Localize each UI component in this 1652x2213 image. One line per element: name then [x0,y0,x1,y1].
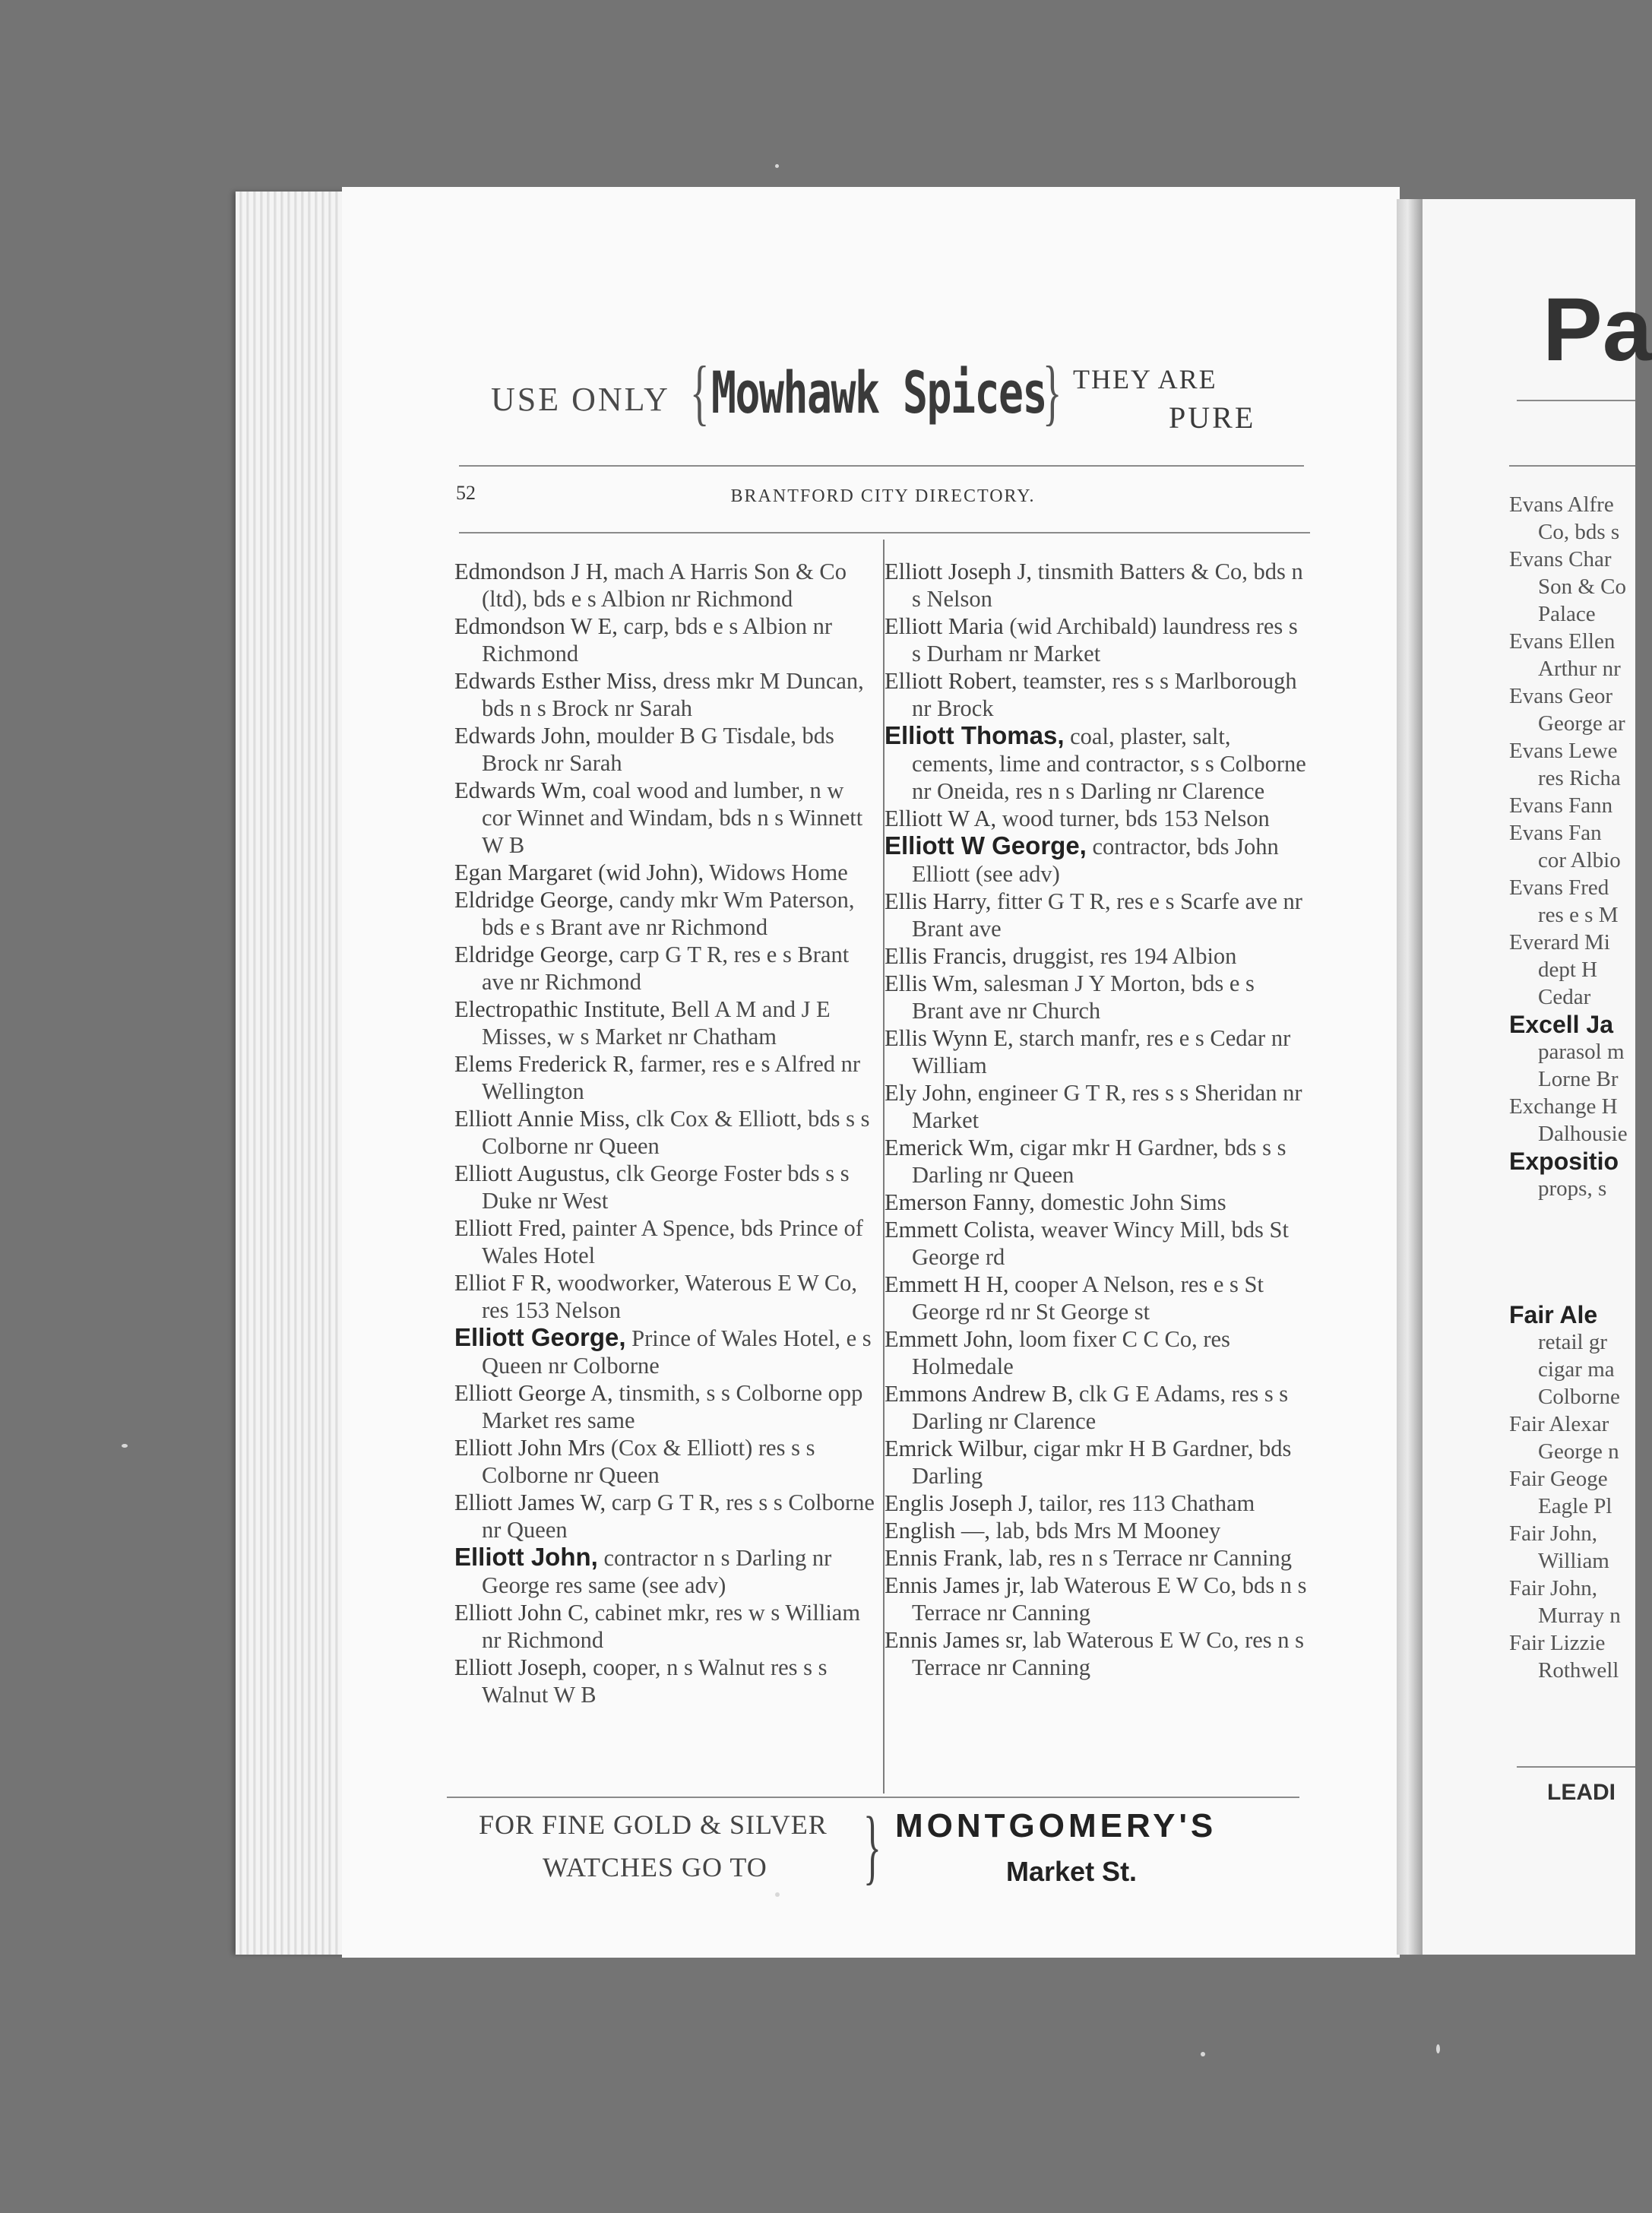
right-page-entry: Eagle Pl [1538,1494,1612,1518]
right-page-entry: parasol m [1538,1040,1625,1064]
directory-entry [885,1024,1307,1079]
directory-entry [454,777,877,859]
ad-brace-right: } [1043,351,1062,432]
right-page-entry: George n [1538,1439,1619,1464]
entry-name: Emerson Fanny, [885,1189,1035,1215]
directory-entry [885,832,1307,888]
entry-name: English —, [885,1518,990,1543]
entry-name: Emrick Wilbur, [885,1436,1028,1461]
right-page-entry: cor Albio [1538,848,1621,872]
directory-entry [885,1271,1307,1325]
entry-details: carp G T R, res e s Brant ave nr Richmond [482,942,850,995]
entry-details: lab, res n s Terrace nr Canning [1002,1545,1293,1571]
ad-tagline-1: THEY ARE [1073,364,1217,394]
ad-store-name: MONTGOMERY'S [895,1807,1217,1844]
entry-details: Prince of Wales Hotel, e s Queen nr Colborne [482,1325,872,1379]
right-page-entry: Fair John, [1509,1576,1597,1600]
speck [1201,2052,1205,2056]
entry-details: starch manfr, res e s Cedar nr William [912,1025,1291,1078]
entry-name: Elliott Joseph, [454,1654,587,1680]
right-page-entry: Arthur nr [1538,657,1621,681]
directory-entry [885,1517,1307,1544]
right-page-entry: William [1538,1549,1609,1573]
directory-entry [885,613,1307,667]
entry-name: Elliott Joseph J, [885,559,1033,584]
entry-details: weaver Wincy Mill, bds St George rd [912,1217,1289,1270]
speck [775,1892,780,1897]
entry-name: Ennis Frank, [885,1545,1003,1571]
directory-entry [885,667,1307,722]
ad-store-street: Market St. [1006,1856,1138,1887]
entry-name: Emmett H H, [885,1271,1009,1297]
entry-name: Elliot F R, [454,1270,552,1296]
directory-entry [454,996,877,1050]
speck [122,1444,128,1448]
entry-details: lab, bds Mrs M Mooney [989,1518,1221,1543]
page-header [456,482,1310,512]
right-page-entry: Evans Ellen [1509,629,1616,654]
directory-column-left [454,558,877,1708]
entry-details: clk George Foster bds s s Duke nr West [482,1160,850,1214]
right-page-entry: retail gr [1538,1330,1607,1354]
directory-entry [454,1105,877,1160]
entry-details: candy mkr Wm Paterson, bds e s Brant ave nr Richmond [482,887,855,940]
directory-entry [454,1434,877,1489]
entry-details: Bell A M and J E Misses, w s Market nr Chatham [482,996,831,1050]
entry-name: Eldridge George, [454,942,614,967]
running-title: BRANTFORD CITY DIRECTORY. [730,486,1036,506]
directory-entry [454,941,877,996]
entry-details: tinsmith Batters & Co, bds n s Nelson [912,559,1303,612]
entry-details: cabinet mkr, res w s William nr Richmond [482,1600,861,1653]
right-page-entry: Palace [1538,602,1596,626]
entry-name: Emmons Andrew B, [885,1381,1074,1407]
directory-entry [885,970,1307,1024]
right-page-entry: Everard Mi [1509,930,1610,955]
right-page-entry: Fair Lizzie [1509,1631,1606,1655]
entry-name: Elliott John Mrs [454,1435,606,1461]
entry-name: Electropathic Institute, [454,996,666,1022]
entry-name: Elliott Maria [885,613,1004,639]
directory-entry [885,1189,1307,1216]
entry-name: Elliott Augustus, [454,1160,611,1186]
right-page-entry: Fair Alexar [1509,1412,1609,1436]
bottom-advertisement [479,1800,1315,1894]
entry-name: Ellis Wm, [885,970,979,996]
entry-details: cigar mkr H B Gardner, bds Darling [912,1436,1292,1489]
directory-entry [885,1216,1307,1271]
directory-entry [454,1379,877,1434]
ad-bottom-line-2: WATCHES GO TO [543,1852,767,1882]
entry-name: Ely John, [885,1080,973,1106]
directory-entry [885,1572,1307,1626]
directory-entry [885,722,1307,805]
entry-name: Emerick Wm, [885,1135,1014,1160]
entry-details: salesman J Y Morton, bds e s Brant ave nr Church [912,970,1255,1024]
directory-entry [454,1599,877,1654]
directory-entry [454,1543,877,1599]
right-page-entry: Evans Fann [1509,793,1613,818]
entry-details: contractor n s Darling nr George res same (see adv) [482,1545,832,1598]
ad-tagline-2: PURE [1169,400,1256,435]
right-page-entry: Lorne Br [1538,1067,1619,1091]
right-page-entry: Evans Fan [1509,821,1602,845]
right-page-entries [1509,491,1638,1684]
directory-entry [454,1489,877,1543]
entry-details: woodworker, Waterous E W Co, res 153 Nelson [482,1270,858,1323]
entry-name: Ellis Harry, [885,888,992,914]
entry-details: lab Waterous E W Co, bds n s Terrace nr Canning [912,1572,1307,1626]
directory-entry [454,667,877,722]
section-gap [1509,1202,1638,1301]
entry-details: carp G T R, res s s Colborne nr Queen [482,1490,875,1543]
right-page-rule-2 [1509,465,1635,467]
right-page-entry: cigar ma [1538,1357,1615,1382]
right-page-entry: dept H [1538,958,1598,982]
right-page-entry: Evans Char [1509,547,1612,571]
entry-details: contractor, bds John Elliott (see adv) [912,834,1279,887]
entry-details: druggist, res 194 Albion [1006,943,1237,969]
book-gutter [1397,199,1424,1955]
directory-entry [454,1160,877,1214]
entry-name: Ellis Francis, [885,943,1007,969]
entry-name: Elliott John, [454,1543,598,1571]
right-page-entry: Rothwell [1538,1658,1619,1683]
directory-entry [454,613,877,667]
entry-name: Elliott George, [454,1323,626,1351]
ad-lead-text: USE ONLY [491,381,670,418]
right-page-entry: George ar [1538,711,1625,736]
entry-details: painter A Spence, bds Prince of Wales Hotel [482,1215,863,1268]
entry-name: Elliott George A, [454,1380,613,1406]
right-page-title: Pa [1543,280,1652,380]
entry-details: coal wood and lumber, n w cor Winnet and Windam, bds n s Winnett W B [482,777,863,858]
entry-name: Elliott James W, [454,1490,606,1515]
entry-details: lab Waterous E W Co, res n s Terrace nr Canning [912,1627,1305,1680]
ad-bottom-line-1: FOR FINE GOLD & SILVER [479,1809,828,1840]
entry-name: Edmondson J H, [454,559,609,584]
right-page-entry: Colborne [1538,1385,1620,1409]
entry-name: Edwards Wm, [454,777,587,803]
directory-entry [885,1626,1307,1681]
right-page-rule-1 [1517,400,1635,401]
right-page-entry: Evans Lewe [1509,739,1618,763]
entry-details: domestic John Sims [1034,1189,1226,1215]
entry-details: Widows Home [704,860,848,885]
right-page-entry: Evans Geor [1509,684,1613,708]
right-page-entry: Expositio [1509,1148,1619,1175]
entry-details: teamster, res s s Marlborough nr Brock [912,668,1297,721]
directory-entry [454,1269,877,1324]
entry-details: tailor, res 113 Chatham [1033,1490,1255,1516]
directory-entry [885,888,1307,942]
right-page-entry: Cedar [1538,985,1591,1009]
entry-name: Eldridge George, [454,887,614,913]
entry-name: Emmett Colista, [885,1217,1036,1243]
entry-name: Elliott W A, [885,806,997,831]
directory-entry [454,859,877,886]
directory-entry [454,1324,877,1379]
directory-entry [885,1544,1307,1572]
speck [1436,2044,1440,2053]
entry-name: Englis Joseph J, [885,1490,1033,1516]
ad-brand-name: Mowhawk Spices [711,359,1047,426]
right-page-entry: res e s M [1538,903,1619,927]
entry-name: Elliott Fred, [454,1215,567,1241]
entry-name: Elliott Annie Miss, [454,1106,631,1132]
entry-name: Elliott Thomas, [885,721,1065,749]
entry-name: Edwards John, [454,723,591,749]
right-page-entry: res Richa [1538,766,1621,790]
speck [775,164,779,168]
ad-bottom-brace: } [863,1800,881,1892]
entry-details: clk Cox & Elliott, bds s s Colborne nr Queen [482,1106,870,1159]
entry-details: (Cox & Elliott) res s s Colborne nr Queen [482,1435,815,1488]
directory-entry [454,1050,877,1105]
directory-entry [885,1079,1307,1134]
directory-entry [885,805,1307,832]
header-rule [459,532,1310,533]
directory-entry [454,1214,877,1269]
entry-name: Ennis James sr, [885,1627,1027,1653]
entry-name: Elliott W George, [885,831,1087,860]
entry-details: cooper, n s Walnut res s s Walnut W B [482,1654,828,1708]
entry-name: Ellis Wynn E, [885,1025,1014,1051]
directory-entry [454,722,877,777]
entry-details: mach A Harris Son & Co (ltd), bds e s Albion nr Richmond [482,559,847,612]
entry-details: coal, plaster, salt, cements, lime and contractor, s s Colborne nr Oneida, res n s Darling nr Clarence [912,723,1306,804]
entry-details: cigar mkr H Gardner, bds s s Darling nr Queen [912,1135,1286,1188]
right-page-entry: Fair Ale [1509,1301,1598,1328]
top-rule [459,465,1304,467]
directory-entry [885,1134,1307,1189]
entry-details: moulder B G Tisdale, bds Brock nr Sarah [482,723,834,776]
right-page-entry: Evans Fred [1509,875,1609,900]
entry-name: Egan Margaret (wid John), [454,860,704,885]
right-page-entry: Fair John, [1509,1521,1597,1546]
entry-name: Edwards Esther Miss, [454,668,657,694]
page-number: 52 [456,482,476,504]
directory-column-right [885,558,1307,1681]
entry-details: wood turner, bds 153 Nelson [996,806,1270,831]
directory-entry [885,1490,1307,1517]
entry-details: cooper A Nelson, res e s St George rd nr St George st [912,1271,1264,1325]
right-page-entry: Dalhousie [1538,1122,1628,1146]
ad-brace-left: { [690,351,710,432]
directory-entry [454,558,877,613]
right-page-entry: Murray n [1538,1604,1621,1628]
entry-details: clk G E Adams, res s s Darling nr Clarence [912,1381,1289,1434]
directory-entry [885,1435,1307,1490]
right-page-rule-3 [1517,1766,1635,1768]
right-page-entry: Evans Alfre [1509,492,1614,517]
top-advertisement [491,351,1281,444]
directory-entry [454,1654,877,1708]
entry-details: farmer, res e s Alfred nr Wellington [482,1051,861,1104]
entry-details: dress mkr M Duncan, bds n s Brock nr Sarah [482,668,864,721]
right-page-entry: Co, bds s [1538,520,1620,544]
entry-details: carp, bds e s Albion nr Richmond [482,613,833,666]
right-page-entry: Fair Geoge [1509,1467,1608,1491]
directory-entry [885,1325,1307,1380]
directory-entry [885,942,1307,970]
entry-name: Emmett John, [885,1326,1014,1352]
right-page-entry: Exchange H [1509,1094,1618,1119]
directory-entry [454,886,877,941]
directory-entry [885,1380,1307,1435]
right-page-footer: LEADI [1547,1780,1616,1805]
right-page-entry: Excell Ja [1509,1011,1613,1038]
entry-name: Edmondson W E, [454,613,618,639]
entry-name: Elliott John C, [454,1600,590,1626]
entry-name: Elems Frederick R, [454,1051,635,1077]
right-page-entry: Son & Co [1538,575,1627,599]
entry-details: fitter G T R, res e s Scarfe ave nr Brant ave [912,888,1302,942]
directory-entry [885,558,1307,613]
entry-name: Ennis James jr, [885,1572,1025,1598]
entry-details: loom fixer C C Co, res Holmedale [912,1326,1230,1379]
entry-name: Elliott Robert, [885,668,1017,694]
entry-details: engineer G T R, res s s Sheridan nr Market [912,1080,1302,1133]
entry-details: tinsmith, s s Colborne opp Market res same [482,1380,863,1433]
entry-details: (wid Archibald) laundress res s s Durham nr Market [912,613,1298,666]
right-page-entry: props, s [1538,1176,1607,1201]
